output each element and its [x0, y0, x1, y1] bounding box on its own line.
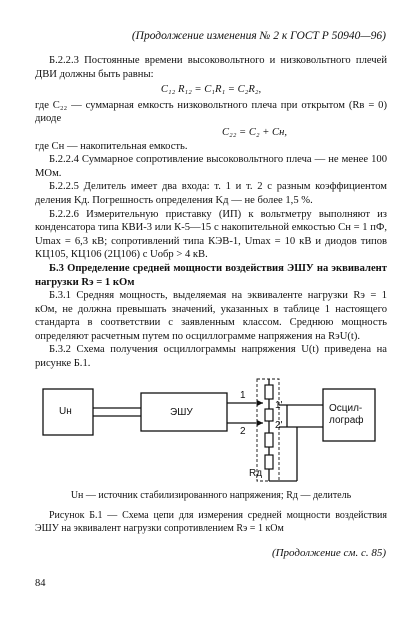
figure-legend: Uн — источник стабилизированного напряжения; Rд — делитель — [70, 489, 352, 501]
source-label: Uн — [59, 405, 72, 417]
eshu-label: ЭШУ — [170, 406, 193, 418]
paragraph-b224: Б.2.2.4 Суммарное сопротивление высоковольтного плеча — не менее 100 МОм. — [35, 154, 387, 179]
circuit-diagram-svg — [35, 375, 387, 487]
divider-resistor-3 — [265, 433, 273, 447]
circuit-diagram — [35, 375, 387, 487]
paragraph-b226: Б.2.2.6 Измерительную приставку (ИП) к вольтметру выполняют из конденсатора типа КВИ-3 или К-5—15 с накопительной емкостью Cн = 1 пФ, Umax = 6,3 кВ; сопротивлений типа КЭВ-1, Umax = 10 кВ и диодов типов КЦ105, КЦ106 (2Ц106) с Uобр > 4 кВ. — [35, 208, 387, 261]
oscillograph-label-2: лограф — [329, 414, 364, 426]
paragraph-b32: Б.3.2 Схема получения осциллограммы напряжения U(t) приведена на рисунке Б.1. — [35, 344, 387, 370]
paragraph-where-1: где C₂₂ — суммарная емкость низковольтного плеча при открытом (Rв = 0) диоде — [35, 99, 387, 125]
formula-total-capacitance: C₂₂ = C₂ + Cн, — [221, 126, 287, 138]
node-2p-label: 2' — [275, 419, 283, 431]
divider-resistor-2 — [265, 409, 273, 421]
node-1-label: 1 — [240, 389, 246, 401]
divider-resistor-4 — [265, 455, 273, 469]
formula-time-constants: C₁₂ R₁₂ = C₁R₁ = C₂R₂, — [160, 84, 262, 96]
running-header: (Продолжение изменения № 2 к ГОСТ Р 50940—96) — [131, 30, 386, 42]
continuation-note: (Продолжение см. с. 85) — [271, 547, 386, 559]
figure-caption: Рисунок Б.1 — Схема цепи для измерения средней мощности воздействия ЭШУ на эквивалент нагрузки сопротивлением Rэ = 1 кОм — [35, 510, 387, 534]
paragraph-b31: Б.3.1 Средняя мощность, выделяемая на эквиваленте нагрузки Rэ = 1 кОм, не должна превышать значений, указанных в таблице 1 настоящего стандарта в соответствии с заявленным классом. Среднюю мощность определяют расчетным путем по осциллограмме напряжения на RэU(t). — [35, 290, 387, 342]
oscillograph-label-1: Осцил- — [329, 402, 363, 414]
node-1p-label: 1' — [275, 399, 283, 411]
page-number: 84 — [35, 578, 46, 589]
paragraph-where-2: где Cн — накопительная емкость. — [35, 140, 188, 152]
document-body — [35, 54, 387, 535]
section-title-b3: Б.3 Определение средней мощности воздействия ЭШУ на эквивалент нагрузки Rэ = 1 кОм — [35, 262, 387, 288]
divider-resistor-1 — [265, 385, 273, 399]
paragraph-b223: Б.2.2.3 Постоянные времени высоковольтного и низковольтного плечей ДВИ должны быть равны: — [35, 55, 387, 80]
divider-label: Rд — [249, 467, 263, 479]
node-2-label: 2 — [240, 425, 246, 437]
paragraph-b225: Б.2.2.5 Делитель имеет два входа: т. 1 и т. 2 с разным коэффициентом деления Kд. Погрешность определения Kд — не более 1,5 %. — [35, 181, 387, 206]
